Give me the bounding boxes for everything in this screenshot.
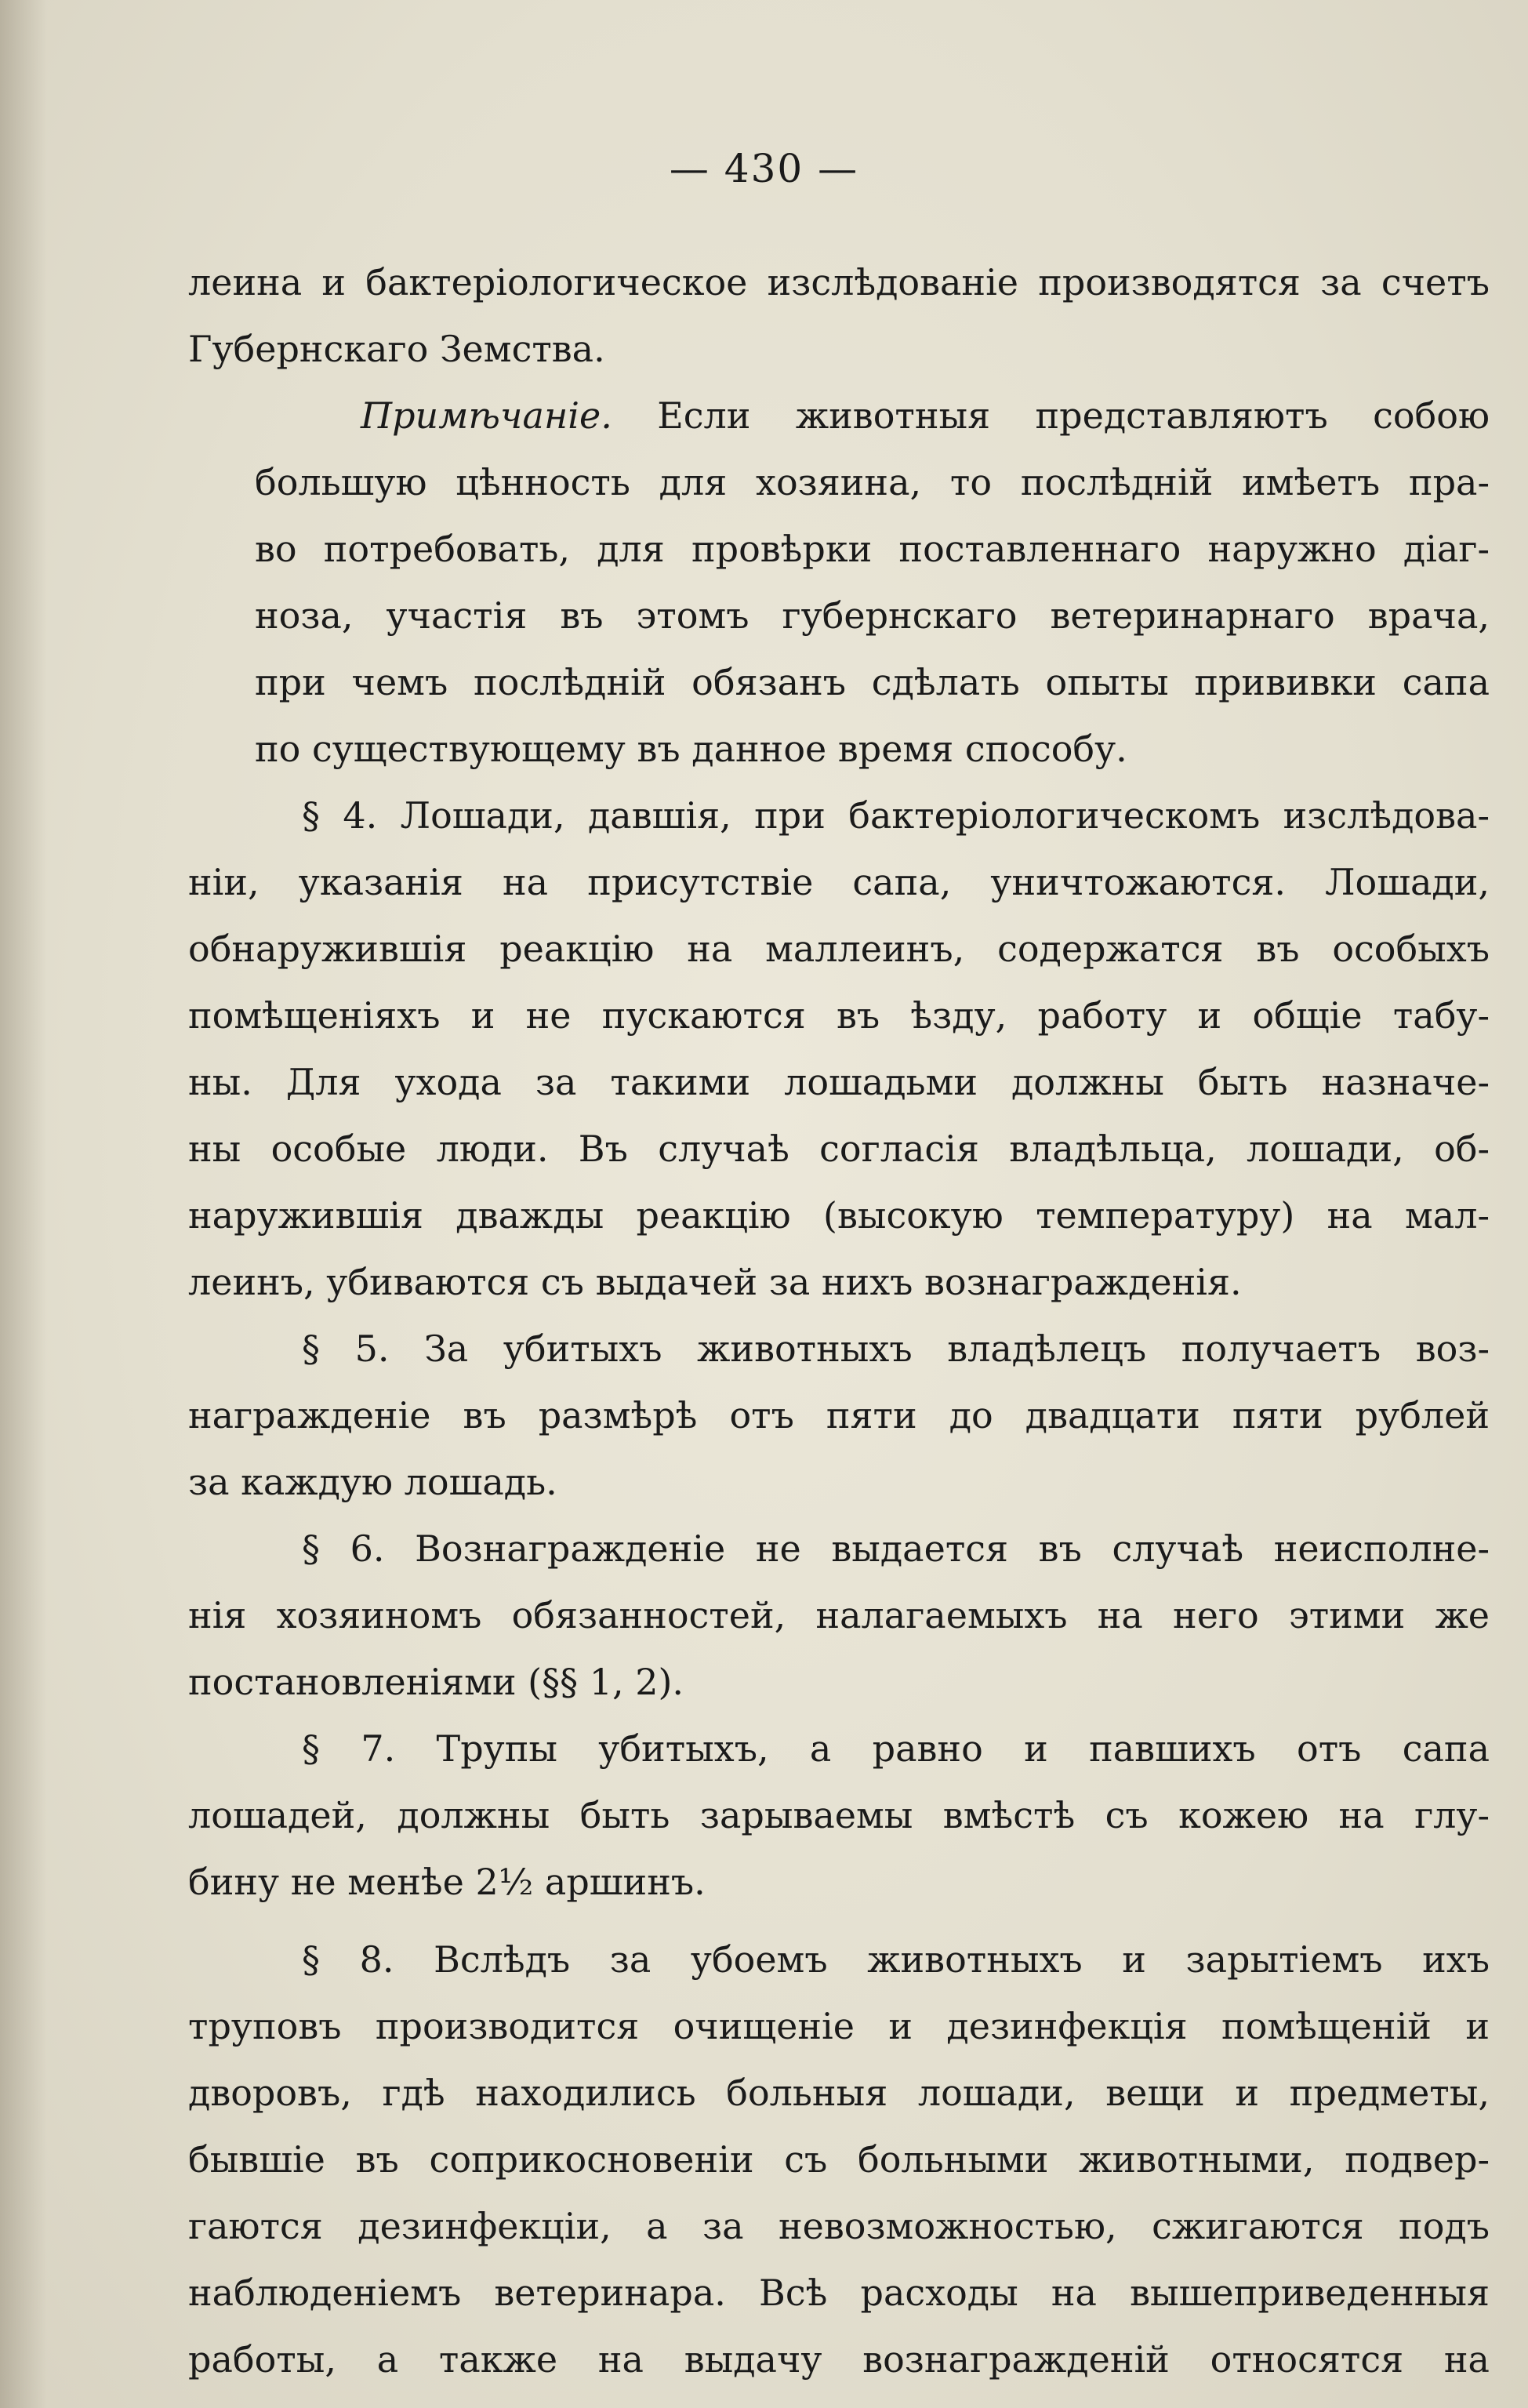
text-line: бывшіе въ соприкосновеніи съ больными животными, подвер- — [188, 2138, 1490, 2181]
text-line: наблюденіемъ ветеринара. Всѣ расходы на вышеприведенныя — [188, 2272, 1490, 2314]
section-8-start: § 8. Вслѣдъ за убоемъ животныхъ и зарытіемъ ихъ — [302, 1938, 1490, 1981]
text-line: ноза, участія въ этомъ губернскаго ветеринарнаго врача, — [255, 594, 1490, 637]
text-line: труповъ производится очищеніе и дезинфекція помѣщеній и — [188, 2005, 1490, 2047]
text-line: при чемъ послѣдній обязанъ сдѣлать опыты прививки сапа — [255, 661, 1490, 703]
text-line: гаются дезинфекціи, а за невозможностью, сжигаются подъ — [188, 2205, 1490, 2247]
text-line: ніи, указанія на присутствіе сапа, уничтожаются. Лошади, — [188, 861, 1490, 903]
text-line: леина и бактеріологическое изслѣдованіе производятся за счетъ — [188, 261, 1490, 303]
text-line: Губернскаго Земства. — [188, 328, 605, 370]
page-number: — 430 — — [669, 146, 859, 191]
body-text — [188, 249, 1490, 2393]
text-line: бину не менѣе 2½ аршинъ. — [188, 1861, 706, 1903]
text-line: во потребовать, для провѣрки поставленнаго наружно діаг- — [255, 528, 1490, 570]
text-line: ны. Для ухода за такими лошадьми должны быть назначе- — [188, 1061, 1490, 1103]
note-first-line-rest: Если животныя представляютъ собою — [612, 394, 1490, 437]
section-7-start: § 7. Трупы убитыхъ, а равно и павшихъ отъ сапа — [302, 1727, 1490, 1770]
text-line: по существующему въ данное время способу. — [255, 728, 1127, 770]
section-5-start: § 5. За убитыхъ животныхъ владѣлецъ получаетъ воз- — [302, 1327, 1490, 1370]
text-line: лошадей, должны быть зарываемы вмѣстѣ съ кожею на глу- — [188, 1794, 1490, 1836]
text-line: помѣщеніяхъ и не пускаются въ ѣзду, работу и общіе табу- — [188, 994, 1490, 1037]
note-title: Примѣчаніе. — [361, 394, 612, 437]
text-line: обнаружившія реакцію на маллеинъ, содержатся въ особыхъ — [188, 928, 1490, 970]
note-first-line — [188, 383, 1490, 449]
text-line: награжденіе въ размѣрѣ отъ пяти до двадцати пяти рублей — [188, 1394, 1490, 1436]
section-4-start: § 4. Лошади, давшія, при бактеріологическомъ изслѣдова- — [302, 794, 1490, 837]
text-line: нія хозяиномъ обязанностей, налагаемыхъ на него этими же — [188, 1594, 1490, 1636]
text-line: большую цѣнность для хозяина, то послѣдній имѣетъ пра- — [255, 461, 1490, 503]
text-line: наружившія дважды реакцію (высокую температуру) на мал- — [188, 1194, 1490, 1237]
text-line: леинъ, убиваются съ выдачей за нихъ вознагражденія. — [188, 1261, 1242, 1303]
section-6-start: § 6. Вознагражденіе не выдается въ случаѣ неисполне- — [302, 1527, 1490, 1570]
text-line: дворовъ, гдѣ находились больныя лошади, вещи и предметы, — [188, 2072, 1490, 2114]
spine-shadow — [0, 0, 47, 2408]
text-line: работы, а также на выдачу вознагражденій относятся на — [188, 2338, 1490, 2381]
text-line: ны особые люди. Въ случаѣ согласія владѣльца, лошади, об- — [188, 1128, 1490, 1170]
text-line: за каждую лошадь. — [188, 1461, 557, 1503]
text-line: постановленіями (§§ 1, 2). — [188, 1661, 684, 1703]
